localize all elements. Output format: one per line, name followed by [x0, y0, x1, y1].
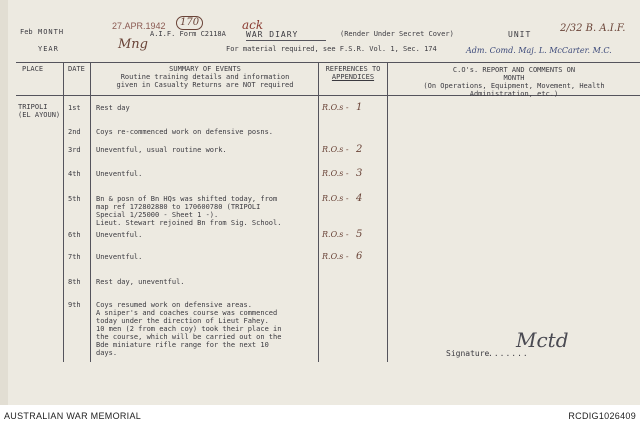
entry-text-line: Lieut. Stewart rejoined Bn from Sig. School. — [96, 219, 282, 227]
entry-appendix-number: 4 — [356, 193, 363, 204]
entry-appendix-number: 3 — [356, 168, 363, 179]
entry-text-line: Special 1/25000 - Sheet 1 -). — [96, 211, 219, 219]
entry-appendix-number: 1 — [356, 102, 363, 113]
month-prefix: Feb — [20, 28, 33, 36]
table-top-border — [16, 62, 640, 63]
col-header-cos-2: MONTH — [503, 74, 525, 82]
page-edge — [0, 0, 8, 405]
entry-appendix-ref: R.O.s - — [322, 145, 349, 154]
col-divider-refs — [387, 62, 388, 362]
entry-text-line: Bn & posn of Bn HQs was shifted today, from — [96, 195, 278, 203]
col-divider-summary — [318, 62, 319, 362]
signature-label: Signature — [446, 349, 490, 358]
col-header-date: DATE — [68, 65, 85, 73]
col-header-cos-1: C.O's. REPORT AND COMMENTS ON — [452, 66, 576, 74]
col-divider-place — [63, 62, 64, 362]
entry-text-line: today under the direction of Lieut Fahey. — [96, 317, 269, 325]
war-diary-title: WAR DIARY — [246, 30, 299, 39]
entry-appendix-ref: R.O.s - — [322, 252, 349, 261]
place-subname: (EL AYOUN) — [18, 111, 61, 119]
entry-date: 4th — [68, 170, 81, 178]
entry-text-line: Uneventful, usual routine work. — [96, 146, 227, 154]
unit-value: 2/32 B. A.I.F. — [560, 23, 626, 34]
entry-date: 3rd — [68, 146, 81, 154]
month-label: MONTH — [38, 28, 65, 36]
form-number: A.I.F. Form C2118A — [150, 30, 226, 38]
entry-text-line: 10 men (2 from each coy) took their place in — [96, 325, 282, 333]
entry-appendix-ref: R.O.s - — [322, 230, 349, 239]
handwritten-signature-top: Mng — [118, 37, 149, 52]
entry-appendix-ref: R.O.s - — [322, 169, 349, 178]
entry-text-line: Coys resumed work on defensive areas. — [96, 301, 252, 309]
col-divider-date — [90, 62, 91, 362]
signature-dots: ....... — [488, 349, 529, 358]
entry-date: 1st — [68, 104, 81, 112]
entry-text-line: the course, which will be carried out on the — [96, 333, 282, 341]
year-label: YEAR — [38, 45, 59, 53]
entry-date: 7th — [68, 253, 81, 261]
stamp-number: 170 — [176, 16, 203, 30]
entry-text-line: Uneventful. — [96, 231, 143, 239]
entry-text-line: Rest day — [96, 104, 130, 112]
entry-text-line: Uneventful. — [96, 170, 143, 178]
entry-text-line: days. — [96, 349, 118, 357]
entry-date: 9th — [68, 301, 81, 309]
handwritten-note: Adm. Comd. Maj. L. McCarter. M.C. — [466, 46, 612, 55]
entry-date: 8th — [68, 278, 81, 286]
col-header-summary-1: SUMMARY OF EVENTS — [169, 65, 241, 73]
entry-text-line: Uneventful. — [96, 253, 143, 261]
col-header-refs-2: APPENDICES — [331, 73, 375, 81]
entry-text-line: Bde miniature rifle range for the next 10 — [96, 341, 269, 349]
entry-text-line: map ref 172802880 to 170600780 (TRIPOLI — [96, 203, 261, 211]
handwritten-initials: ack — [242, 18, 264, 32]
date-stamp: 27.APR.1942 — [112, 21, 166, 31]
unit-label: UNIT — [508, 30, 532, 39]
entry-text-line: A sniper's and coaches course was commenced — [96, 309, 278, 317]
footer-institution: AUSTRALIAN WAR MEMORIAL — [4, 411, 142, 421]
entry-text-line: Coys re-commenced work on defensive posns. — [96, 128, 274, 136]
entry-appendix-number: 2 — [356, 144, 363, 155]
entry-date: 5th — [68, 195, 81, 203]
footer-record-id: RCDIG1026409 — [568, 411, 636, 421]
entry-appendix-number: 5 — [356, 229, 363, 240]
col-header-place: PLACE — [22, 65, 44, 73]
entry-text-line: Rest day, uneventful. — [96, 278, 185, 286]
place-name: TRIPOLI — [18, 103, 48, 111]
handwritten-signature: Mctd — [516, 328, 569, 352]
col-header-summary-2: Routine training details and information — [120, 73, 290, 81]
cover-note: (Render Under Secret Cover) — [340, 30, 454, 38]
entry-date: 6th — [68, 231, 81, 239]
title-underline — [246, 40, 326, 41]
entry-appendix-ref: R.O.s - — [322, 194, 349, 203]
col-header-cos-3: (On Operations, Equipment, Movement, Health — [423, 82, 605, 90]
entry-appendix-number: 6 — [356, 251, 363, 262]
entry-date: 2nd — [68, 128, 81, 136]
col-header-cos-4: Administration, etc.) — [469, 90, 559, 98]
material-note: For material required, see F.S.R. Vol. 1, Sec. 174 — [226, 45, 437, 53]
col-header-refs-1: REFERENCES TO — [325, 65, 381, 73]
entry-appendix-ref: R.O.s - — [322, 103, 349, 112]
col-header-summary-3: given in Casualty Returns are NOT required — [116, 81, 294, 89]
